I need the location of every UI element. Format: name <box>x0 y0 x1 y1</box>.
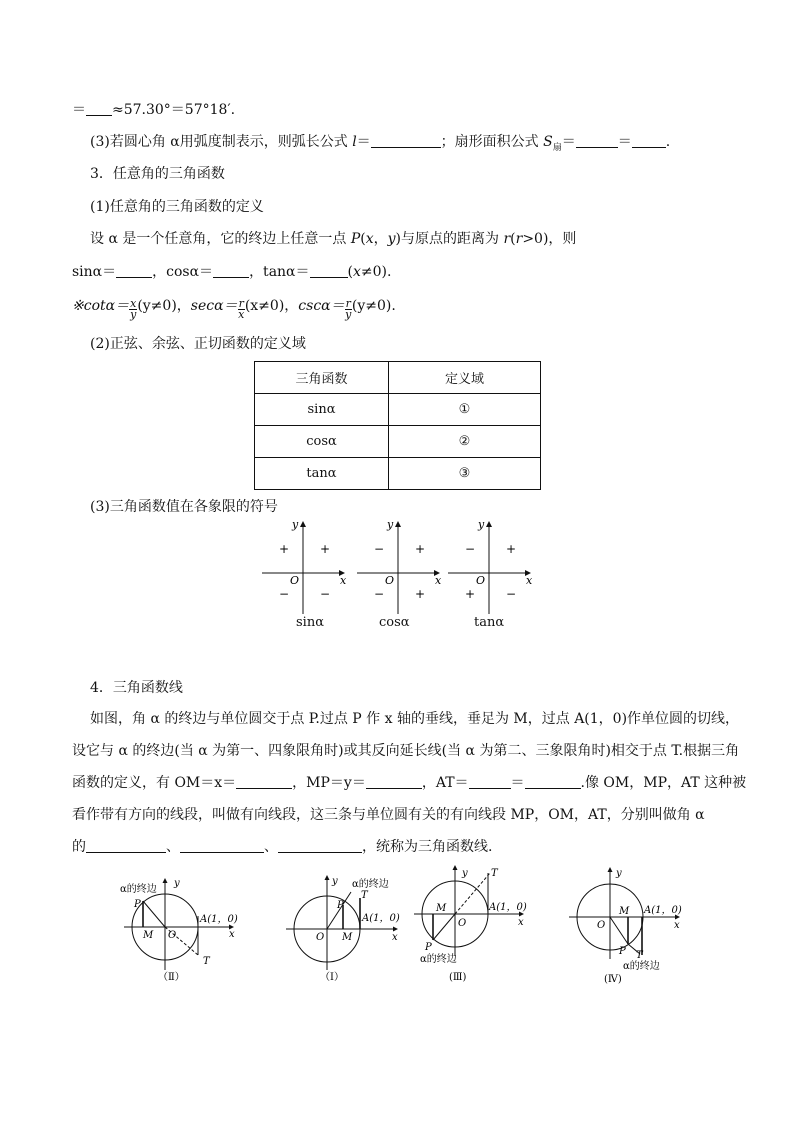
t-label: T <box>203 956 210 967</box>
cos-caption: cosα <box>379 615 410 630</box>
y-axis-label: y <box>616 868 622 879</box>
eq-sign: ＝ <box>356 134 371 150</box>
x-axis-label: x <box>435 574 442 587</box>
o-label: O <box>316 932 325 943</box>
table-cell: tanα <box>255 458 389 490</box>
definition-line <box>90 229 576 249</box>
p-label: P <box>134 899 141 910</box>
x-axis-label: x <box>518 917 524 928</box>
diagram-caption: （Ⅰ） <box>320 972 344 983</box>
m-label: M <box>436 903 447 914</box>
separator: 、 <box>264 839 278 855</box>
terminal-side-label: α的终边 <box>420 954 457 965</box>
domain-table <box>254 361 541 490</box>
x-axis-label: x <box>229 929 235 940</box>
eq-sign: ＝ <box>72 102 86 118</box>
sec-condition: (x≠0)， <box>244 298 299 314</box>
diagram-caption: （Ⅱ） <box>158 972 185 983</box>
circle-diagram-2 <box>120 878 238 983</box>
terminal-side-label: α的终边 <box>120 884 157 895</box>
sec-fraction <box>238 299 245 320</box>
sector-area-text: ；扇形面积公式 <box>440 134 544 150</box>
x-axis-label: x <box>340 574 347 587</box>
tan-caption: tanα <box>474 615 505 630</box>
y-var: y <box>387 231 396 247</box>
p-label: P <box>425 942 432 953</box>
radian-conversion-line <box>72 100 235 120</box>
y-axis-label: y <box>292 518 299 531</box>
at-blank-2 <box>525 774 581 789</box>
table-header: 定义域 <box>389 362 541 394</box>
csc-numerator: r <box>345 297 351 310</box>
def-text-2: )与原点的距离为 <box>395 231 504 247</box>
cos-quadrant-plot <box>357 518 442 614</box>
origin-label: O <box>290 574 300 587</box>
cot-sec-csc-line <box>72 296 396 320</box>
q4-sign: − <box>506 587 517 601</box>
at-text: ，AT＝ <box>421 775 469 791</box>
table-cell: ① <box>389 394 541 426</box>
paren: ( <box>510 231 516 247</box>
a-label: A(1，0) <box>200 914 238 925</box>
period: . <box>665 134 671 150</box>
tan-quadrant-plot <box>448 518 533 614</box>
sine-line-blank <box>86 838 166 853</box>
sin-label: sinα＝ <box>72 264 117 280</box>
x-axis-label: x <box>392 932 398 943</box>
section-4-heading: 4．三角函数线 <box>90 680 183 696</box>
tangent-line-blank <box>278 838 362 853</box>
at-blank-1 <box>469 774 511 789</box>
a-label: A(1，0) <box>644 905 682 916</box>
x-axis-label: x <box>526 574 533 587</box>
y-axis-label: y <box>332 876 338 887</box>
om-blank <box>236 774 292 789</box>
q2-sign: + <box>279 542 290 556</box>
cot-condition: (y≠0)， <box>137 298 191 314</box>
section-3-3-heading: (3)三角函数值在各象限的符号 <box>90 499 278 515</box>
section-3-1-heading: (1)任意角的三角函数的定义 <box>90 199 264 215</box>
o-label: O <box>597 920 606 931</box>
closing-text: ，统称为三角函数线. <box>362 839 493 855</box>
table-row <box>255 458 541 490</box>
table-cell: sinα <box>255 394 389 426</box>
table-row <box>255 426 541 458</box>
cot-denominator: y <box>130 308 137 321</box>
cot-label: ※cotα＝ <box>72 298 130 314</box>
p-var: P <box>350 231 361 247</box>
a-label: A(1，0) <box>362 913 400 924</box>
y-axis-label: y <box>462 868 468 879</box>
diagram-caption: (Ⅳ) <box>604 974 622 985</box>
arc-length-blank <box>371 133 441 148</box>
def-text: 设 α 是一个任意角，它的终边上任意一点 <box>90 231 351 247</box>
o-label: O <box>458 918 467 929</box>
tan-label: ，tanα＝ <box>249 264 310 280</box>
l-var: l <box>352 134 357 150</box>
cos-blank <box>213 263 249 278</box>
table-cell: cosα <box>255 426 389 458</box>
section-3-heading: 3．任意角的三角函数 <box>90 166 225 182</box>
y-axis-label: y <box>478 518 485 531</box>
radian-blank <box>86 101 112 116</box>
eq-sign: ＝ <box>617 134 632 150</box>
t-label: T <box>491 868 498 879</box>
paragraph-line-1: 如图，角 α 的终边与单位圆交于点 P.过点 P 作 x 轴的垂线，垂足为 M，过点 A(1，0)作单位圆的切线， <box>90 711 740 727</box>
arc-length-line <box>90 132 670 158</box>
sec-numerator: r <box>238 297 244 310</box>
circle-diagram-1 <box>286 876 400 983</box>
circle-diagram-4 <box>569 868 682 985</box>
terminal-side-label: α的终边 <box>623 961 660 972</box>
p-label: P <box>619 946 626 957</box>
t-label: T <box>361 890 368 901</box>
quadrant-sign-diagrams <box>0 516 794 626</box>
sin-blank <box>116 263 152 278</box>
tan-condition: ≠0). <box>360 264 392 280</box>
arc-length-text: (3)若圆心角 α用弧度制表示，则弧长公式 <box>90 134 353 150</box>
unit-circle-diagrams <box>0 858 794 998</box>
q1-sign: + <box>506 542 517 556</box>
table-header-row <box>255 362 541 394</box>
t-label: T <box>636 950 643 961</box>
separator: 、 <box>166 839 180 855</box>
p-label: P <box>337 900 344 911</box>
tan-blank <box>310 263 348 278</box>
de-text: 的 <box>72 839 86 855</box>
eq-sign: ＝ <box>561 134 576 150</box>
r-var: r <box>515 231 523 247</box>
q2-sign: − <box>465 542 476 556</box>
r-var: r <box>503 231 511 247</box>
origin-label: O <box>385 574 395 587</box>
q2-sign: − <box>374 542 385 556</box>
q4-sign: + <box>415 587 426 601</box>
sec-denominator: x <box>238 308 245 321</box>
y-axis-label: y <box>174 878 180 889</box>
a-label: A(1，0) <box>489 902 527 913</box>
paragraph-line-3 <box>72 773 746 793</box>
cot-numerator: x <box>130 297 137 310</box>
sin-quadrant-plot <box>262 518 347 614</box>
directed-text: .像 OM，MP，AT 这种被 <box>580 775 747 791</box>
q1-sign: + <box>320 542 331 556</box>
sector-area-blank-2 <box>632 133 666 148</box>
paren: ( <box>347 264 353 280</box>
diagram-caption: (Ⅲ) <box>449 972 467 983</box>
sector-area-blank-1 <box>576 133 618 148</box>
cosine-line-blank <box>180 838 264 853</box>
origin-label: O <box>476 574 486 587</box>
s-subscript: 扇 <box>552 142 562 153</box>
paragraph-line-4: 看作带有方向的线段，叫做有向线段，这三条与单位圆有关的有向线段 MP，OM，AT，分别叫做角 α <box>72 807 705 823</box>
q1-sign: + <box>415 542 426 556</box>
eq-sign: ＝ <box>510 775 525 791</box>
def-text-3: >0)，则 <box>522 231 577 247</box>
paren: ( <box>360 231 366 247</box>
q3-sign: + <box>465 587 476 601</box>
om-text: 函数的定义，有 OM＝x＝ <box>72 775 237 791</box>
o-label: O <box>168 930 177 941</box>
x-var: x <box>365 231 374 247</box>
comma: ， <box>373 231 388 247</box>
sin-caption: sinα <box>296 615 324 630</box>
m-label: M <box>619 906 630 917</box>
s-var: S <box>543 134 553 150</box>
csc-condition: (y≠0). <box>351 298 396 314</box>
x-var: x <box>352 264 361 280</box>
paragraph-line-5 <box>72 837 492 857</box>
table-row <box>255 394 541 426</box>
q3-sign: − <box>279 587 290 601</box>
sec-label: secα＝ <box>190 298 238 314</box>
paragraph-line-2: 设它与 α 的终边(当 α 为第一、四象限角时)或其反向延长线(当 α 为第二、三象限角时)相交于点 T.根据三角 <box>72 743 740 759</box>
csc-denominator: y <box>345 308 352 321</box>
cos-label: ，cosα＝ <box>152 264 214 280</box>
q4-sign: − <box>320 587 331 601</box>
m-label: M <box>143 930 154 941</box>
csc-fraction <box>345 299 352 320</box>
section-3-2-heading: (2)正弦、余弦、正切函数的定义域 <box>90 336 306 352</box>
terminal-side-label: α的终边 <box>352 879 389 890</box>
y-axis-label: y <box>387 518 394 531</box>
csc-label: cscα＝ <box>298 298 345 314</box>
mp-text: ，MP＝y＝ <box>292 775 366 791</box>
circle-diagram-3 <box>414 866 527 983</box>
radian-value: ≈57.30°＝57°18′. <box>112 102 236 118</box>
m-label: M <box>342 932 353 943</box>
sin-cos-tan-line <box>72 262 391 282</box>
q3-sign: − <box>374 587 385 601</box>
table-cell: ③ <box>389 458 541 490</box>
mp-blank <box>366 774 422 789</box>
x-axis-label: x <box>674 920 680 931</box>
table-header: 三角函数 <box>255 362 389 394</box>
table-cell: ② <box>389 426 541 458</box>
